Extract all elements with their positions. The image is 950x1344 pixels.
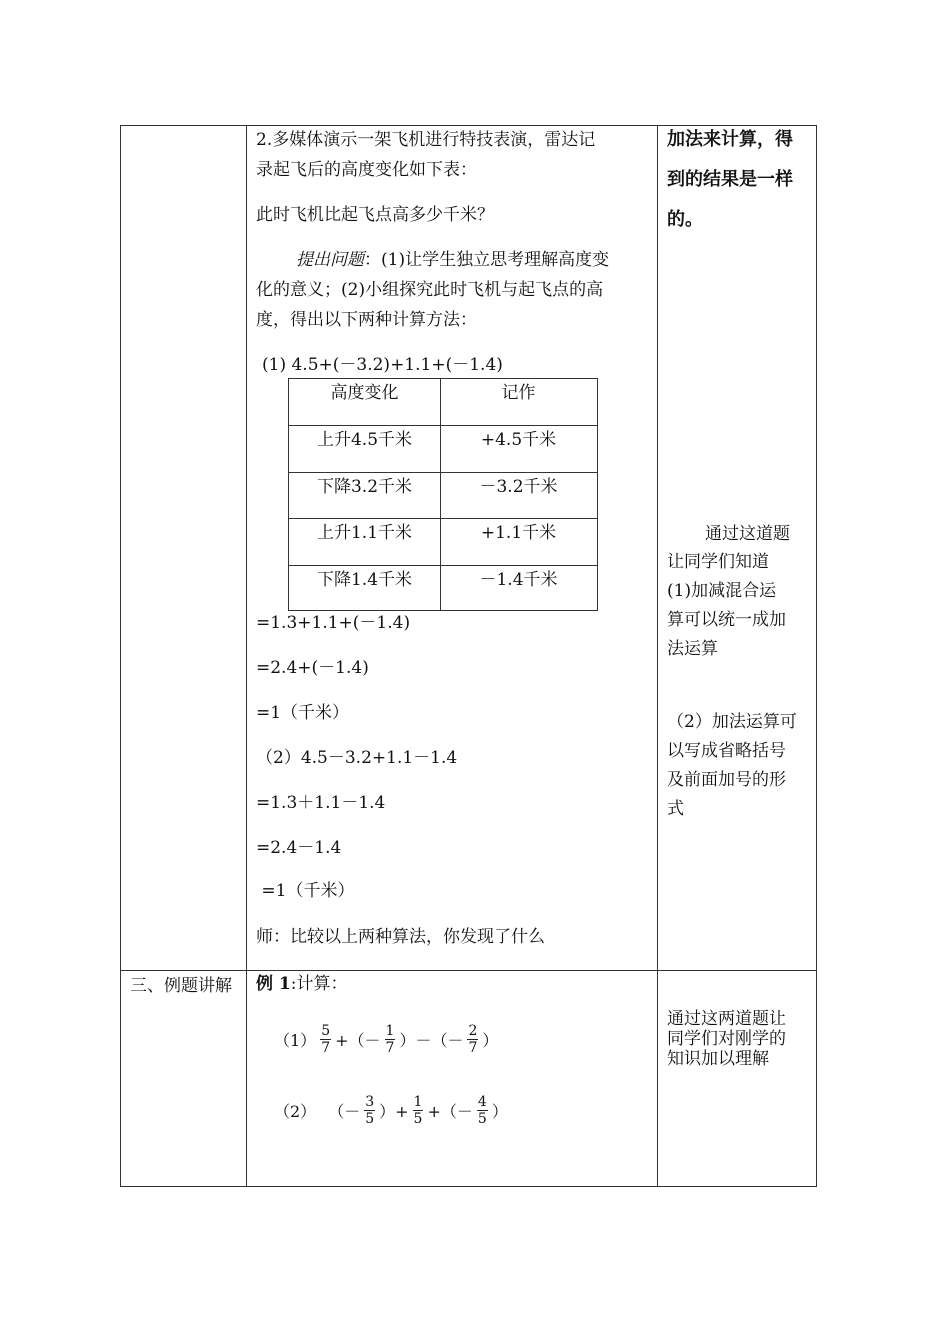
numerator: 1 — [385, 1022, 395, 1039]
step-2-1: =1.3＋1.1－1.4 — [256, 793, 386, 813]
column-divider-right — [657, 125, 658, 1187]
purpose-line-7: 以写成省略括号 — [667, 741, 786, 761]
purpose-line-2: 让同学们知道 — [667, 552, 769, 572]
step-2-2: =2.4－1.4 — [256, 838, 342, 858]
numerator: 5 — [321, 1022, 331, 1039]
operator: +（－ — [335, 1030, 381, 1050]
operator: ） — [491, 1101, 508, 1121]
section-3-note-3: 知识加以理解 — [667, 1049, 769, 1069]
table-row — [289, 566, 597, 612]
numerator: 3 — [365, 1093, 375, 1110]
denominator: 7 — [321, 1039, 331, 1056]
operator: ） — [482, 1030, 499, 1050]
denominator: 5 — [477, 1110, 487, 1127]
fraction — [413, 1094, 424, 1127]
step-1-1: =1.3+1.1+(－1.4) — [256, 613, 411, 633]
fraction — [320, 1023, 331, 1056]
operator: ）+ — [379, 1101, 409, 1121]
table-cell: +4.5千米 — [480, 430, 557, 450]
purpose-line-8: 及前面加号的形 — [667, 770, 786, 790]
right-note-line-3: 的。 — [667, 209, 703, 230]
example-1-expression — [272, 1019, 500, 1059]
operator: ）－（－ — [399, 1030, 464, 1050]
example-label: 例 1 — [256, 974, 291, 994]
prompt-label: 提出问题 — [296, 250, 364, 270]
fraction — [467, 1023, 478, 1056]
table-row — [289, 426, 597, 472]
numerator: 4 — [477, 1093, 487, 1110]
table-row — [289, 473, 597, 519]
intro-line-1: 2.多媒体演示一架飞机进行特技表演，雷达记 — [256, 130, 596, 150]
fraction — [477, 1094, 488, 1127]
purpose-line-9: 式 — [667, 799, 684, 819]
prompt-line-2: 化的意义；(2)小组探究此时飞机与起飞点的高 — [256, 280, 604, 300]
teacher-question: 师：比较以上两种算法，你发现了什么 — [256, 927, 545, 947]
prompt-line-1 — [296, 249, 609, 271]
table-row — [289, 519, 597, 565]
section-3-note-1: 通过这两道题让 — [667, 1009, 786, 1029]
header-notation: 记作 — [501, 383, 536, 403]
section-3-title: 三、例题讲解 — [130, 976, 232, 996]
purpose-line-6: （2）加法运算可 — [667, 712, 797, 732]
column-divider-left — [246, 125, 247, 1187]
operator: +（－ — [427, 1101, 473, 1121]
prompt-line-3: 度，得出以下两种计算方法： — [256, 310, 477, 330]
section-3-note-2: 同学们对刚学的 — [667, 1029, 786, 1049]
right-note-line-2: 到的结果是一样 — [667, 169, 793, 190]
denominator: 5 — [365, 1110, 375, 1127]
purpose-line-4: 算可以统一成加 — [667, 610, 786, 630]
table-cell: +1.1千米 — [480, 523, 557, 543]
numerator: 1 — [413, 1093, 423, 1110]
height-change-table — [288, 378, 598, 611]
example-1-label: （1） — [274, 1030, 317, 1050]
table-cell: 下降1.4千米 — [316, 570, 413, 590]
table-header-row — [289, 379, 597, 425]
numerator: 2 — [468, 1022, 478, 1039]
example-2-expression — [272, 1090, 510, 1130]
example-text: :计算： — [290, 974, 348, 994]
example-heading — [256, 973, 347, 995]
operator: （－ — [328, 1101, 361, 1121]
denominator: 5 — [413, 1110, 423, 1127]
purpose-line-3: (1)加减混合运 — [667, 581, 777, 601]
method-2-expression: （2）4.5－3.2+1.1－1.4 — [256, 748, 458, 768]
right-note-line-1: 加法来计算，得 — [667, 129, 793, 150]
method-1-expression: (1) 4.5+(－3.2)+1.1+(－1.4) — [262, 355, 503, 375]
denominator: 7 — [468, 1039, 478, 1056]
intro-line-2: 录起飞后的高度变化如下表： — [256, 160, 477, 180]
question-text: 此时飞机比起飞点高多少千米？ — [256, 205, 494, 225]
prompt-text: ：(1)让学生独立思考理解高度变 — [364, 250, 610, 270]
fraction — [385, 1023, 396, 1056]
step-1-2: =2.4+(－1.4) — [256, 658, 369, 678]
denominator: 7 — [385, 1039, 395, 1056]
table-cell: －1.4千米 — [479, 570, 558, 590]
step-2-3: =1（千米） — [256, 881, 355, 901]
table-cell: 上升1.1千米 — [316, 523, 413, 543]
step-1-3: =1（千米） — [256, 703, 350, 723]
row-divider — [120, 970, 817, 971]
example-2-label: （2） — [274, 1101, 317, 1121]
table-cell: 下降3.2千米 — [316, 477, 413, 497]
purpose-line-5: 法运算 — [667, 639, 718, 659]
purpose-line-1: 通过这道题 — [705, 524, 790, 544]
fraction — [364, 1094, 375, 1127]
header-height-change: 高度变化 — [330, 383, 399, 403]
table-cell: －3.2千米 — [479, 477, 558, 497]
table-cell: 上升4.5千米 — [316, 430, 413, 450]
